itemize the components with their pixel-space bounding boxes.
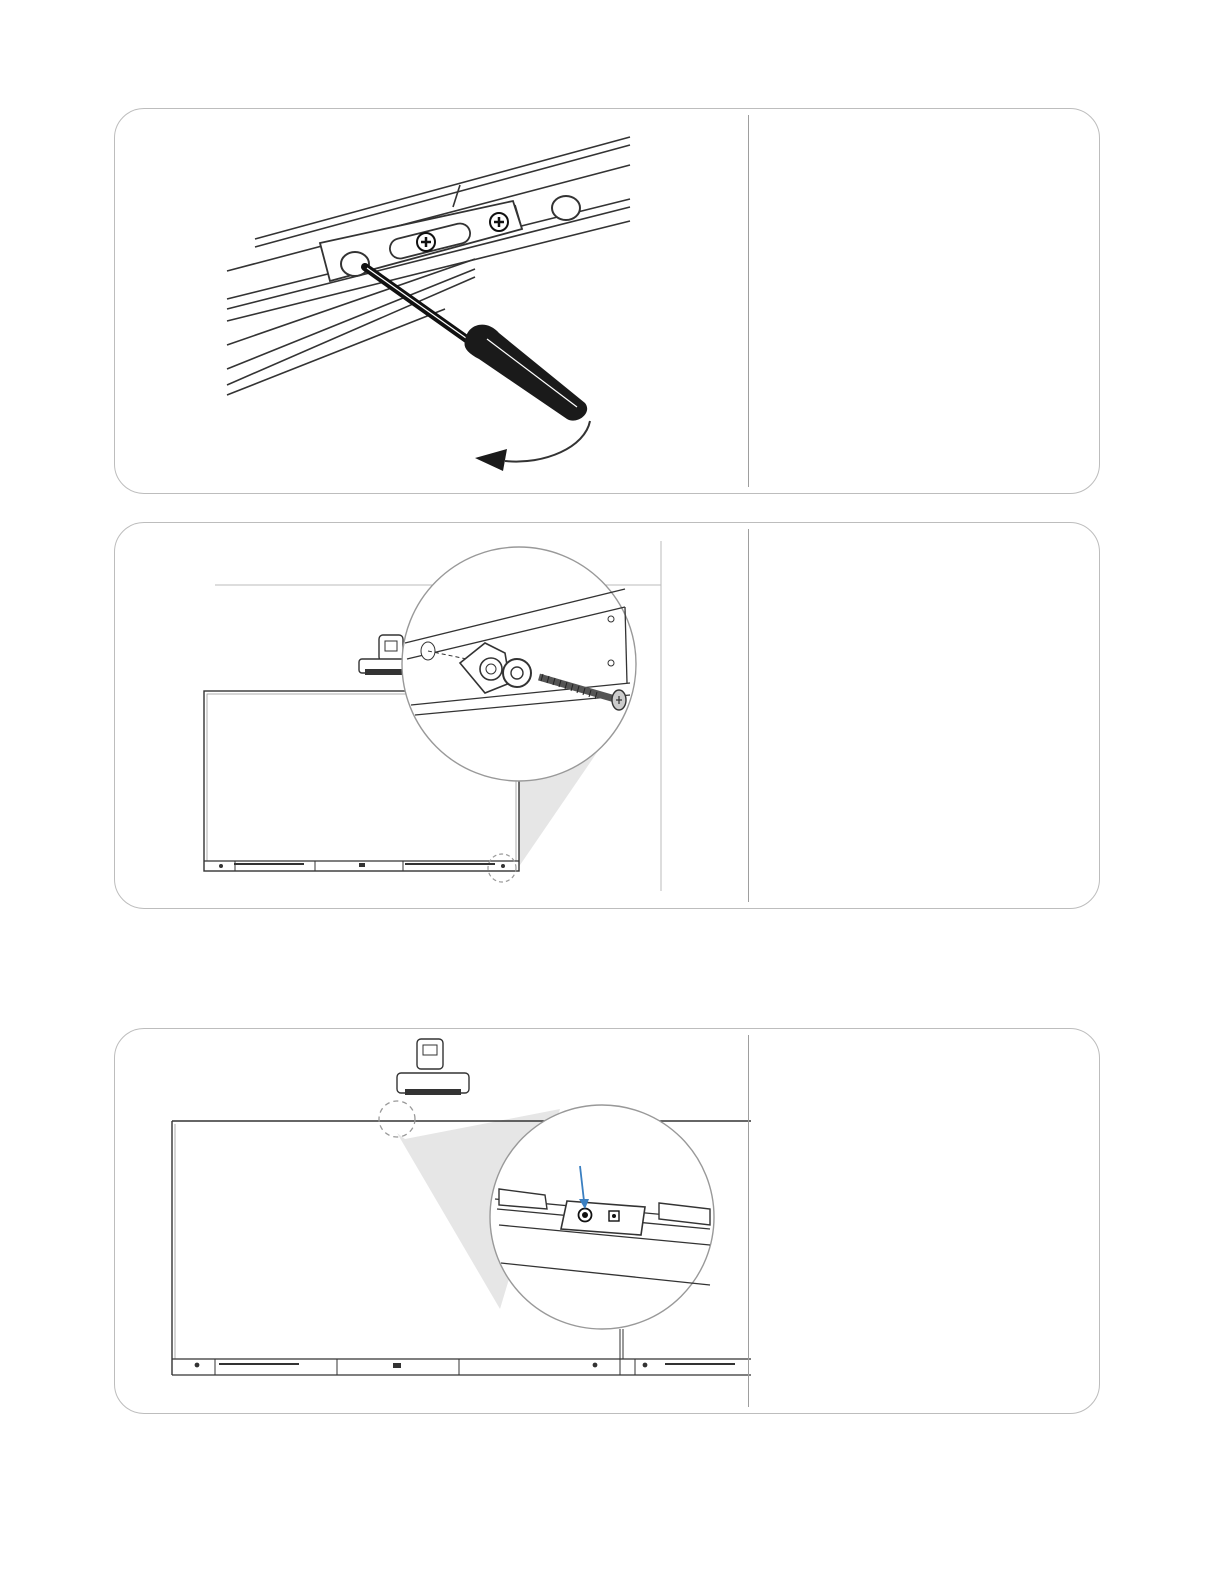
step-1-panel [114, 108, 1100, 494]
step-2-text-column [761, 543, 1081, 888]
step-3-text-column [761, 1049, 1081, 1393]
column-divider [748, 1035, 749, 1407]
step-1-illustration [115, 109, 751, 493]
step-2-panel [114, 522, 1100, 909]
step-3-illustration [115, 1029, 751, 1413]
column-divider [748, 529, 749, 902]
step-3-panel [114, 1028, 1100, 1414]
step-2-illustration [115, 523, 751, 908]
column-divider [748, 115, 749, 487]
step-1-text-column [761, 129, 1081, 473]
